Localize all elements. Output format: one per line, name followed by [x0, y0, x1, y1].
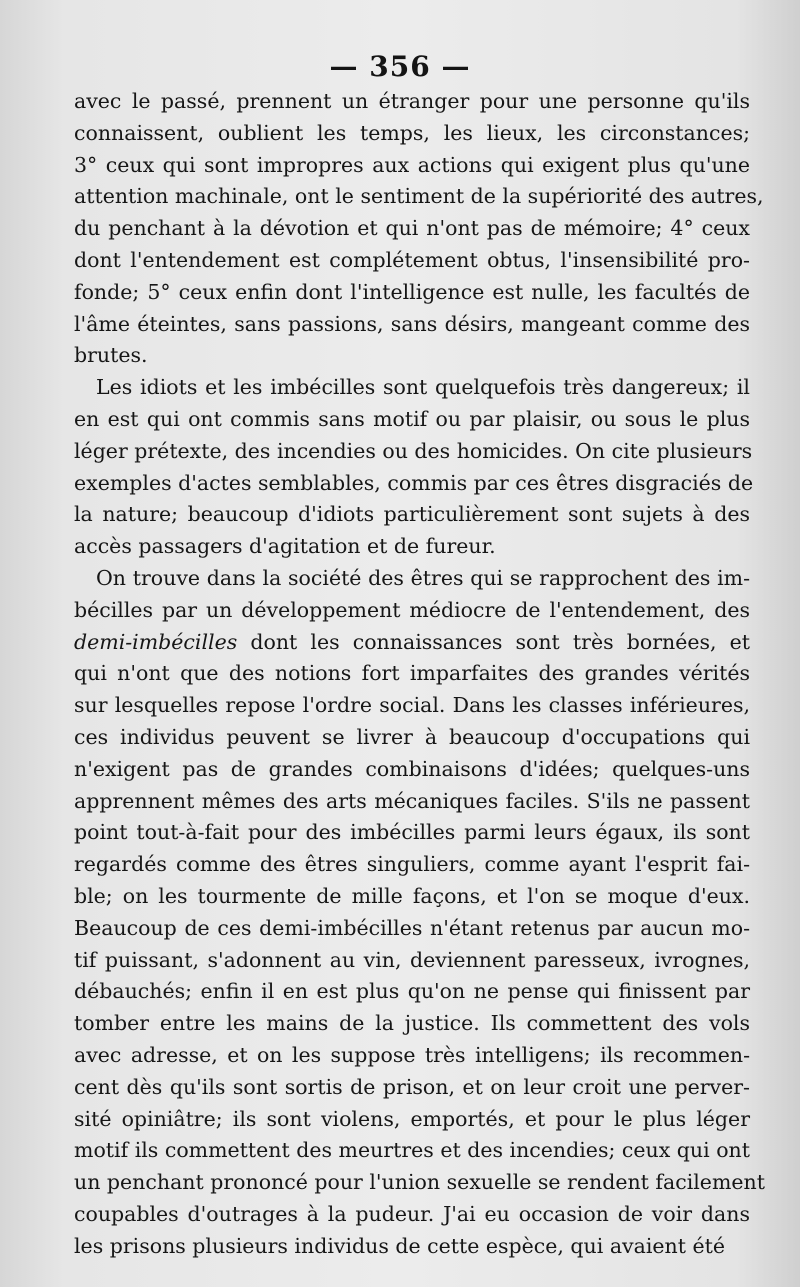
text-line: en est qui ont commis sans motif ou par plaisir, ou sous le plus: [74, 406, 750, 431]
text-line: les prisons plusieurs individus de cette espèce, qui avaient été: [74, 1233, 726, 1258]
text-line: fonde; 5° ceux enfin dont l'intelligence est nulle, les facultés de: [74, 279, 750, 304]
page-number: — 356 —: [329, 50, 471, 83]
text-line: léger prétexte, des incendies ou des homicides. On cite plusieurs: [74, 438, 753, 463]
text-line: sur lesquelles repose l'ordre social. Dans les classes inférieures,: [74, 693, 750, 718]
paragraph: [74, 372, 754, 563]
text-line: un penchant prononcé pour l'union sexuelle se rendent facilement: [74, 1170, 765, 1195]
text-line: du penchant à la dévotion et qui n'ont pas de mémoire; 4° ceux: [74, 216, 750, 241]
text-line: 3° ceux qui sont impropres aux actions qui exigent plus qu'une: [74, 152, 750, 177]
text-line: sité opiniâtre; ils sont violens, emportés, et pour le plus léger: [74, 1106, 750, 1131]
text-line: On trouve dans la société des êtres qui se rapprochent des im-: [96, 565, 750, 590]
text-line: motif ils commettent des meurtres et des incendies; ceux qui ont: [74, 1138, 750, 1163]
text-line: l'âme éteintes, sans passions, sans désirs, mangeant comme des: [74, 311, 750, 336]
text-line: cent dès qu'ils sont sortis de prison, et on leur croit une perver-: [74, 1074, 750, 1099]
text-line: qui n'ont que des notions fort imparfaites des grandes vérités: [74, 661, 750, 686]
text-line: bécilles par un développement médiocre de l'entendement, des: [74, 597, 750, 622]
text-line: tomber entre les mains de la justice. Ils commettent des vols: [74, 1011, 750, 1036]
paragraph: [74, 563, 765, 1263]
text-line: Les idiots et les imbécilles sont quelquefois très dangereux; il: [96, 375, 750, 400]
text-line: dont l'entendement est complétement obtus, l'insensibilité pro-: [74, 247, 750, 272]
text-line: accès passagers d'agitation et de fureur.: [74, 534, 496, 559]
text-line: ble; on les tourmente de mille façons, et l'on se moque d'eux.: [74, 883, 750, 908]
text-line: brutes.: [74, 343, 148, 368]
text-line: apprennent mêmes des arts mécaniques faciles. S'ils ne passent: [74, 788, 750, 813]
text-line: ces individus peuvent se livrer à beaucoup d'occupations qui: [74, 724, 750, 749]
text-line: connaissent, oublient les temps, les lieux, les circonstances;: [74, 120, 750, 145]
text-line: tif puissant, s'adonnent au vin, deviennent paresseux, ivrognes,: [74, 947, 750, 972]
body-text: [74, 86, 765, 1262]
text-line: attention machinale, ont le sentiment de la supériorité des autres,: [74, 184, 764, 209]
text-line: regardés comme des êtres singuliers, comme ayant l'esprit fai-: [74, 852, 750, 877]
text-line: n'exigent pas de grandes combinaisons d'idées; quelques-uns: [74, 756, 750, 781]
text-line: la nature; beaucoup d'idiots particulièrement sont sujets à des: [74, 502, 750, 527]
text-line: avec adresse, et on les suppose très intelligens; ils recommen-: [74, 1042, 750, 1067]
paragraph: [74, 86, 764, 372]
text-line: avec le passé, prennent un étranger pour une personne qu'ils: [74, 89, 750, 113]
text-line: Beaucoup de ces demi-imbécilles n'étant retenus par aucun mo-: [74, 915, 750, 940]
text-line: demi-imbécilles dont les connaissances sont très bornées, et: [74, 629, 750, 654]
text-line: exemples d'actes semblables, commis par ces êtres disgraciés de: [74, 470, 754, 495]
text-line: point tout-à-fait pour des imbécilles parmi leurs égaux, ils sont: [74, 820, 750, 845]
text-line: débauchés; enfin il en est plus qu'on ne pense qui finissent par: [74, 979, 750, 1004]
text-line: coupables d'outrages à la pudeur. J'ai eu occasion de voir dans: [74, 1201, 750, 1226]
